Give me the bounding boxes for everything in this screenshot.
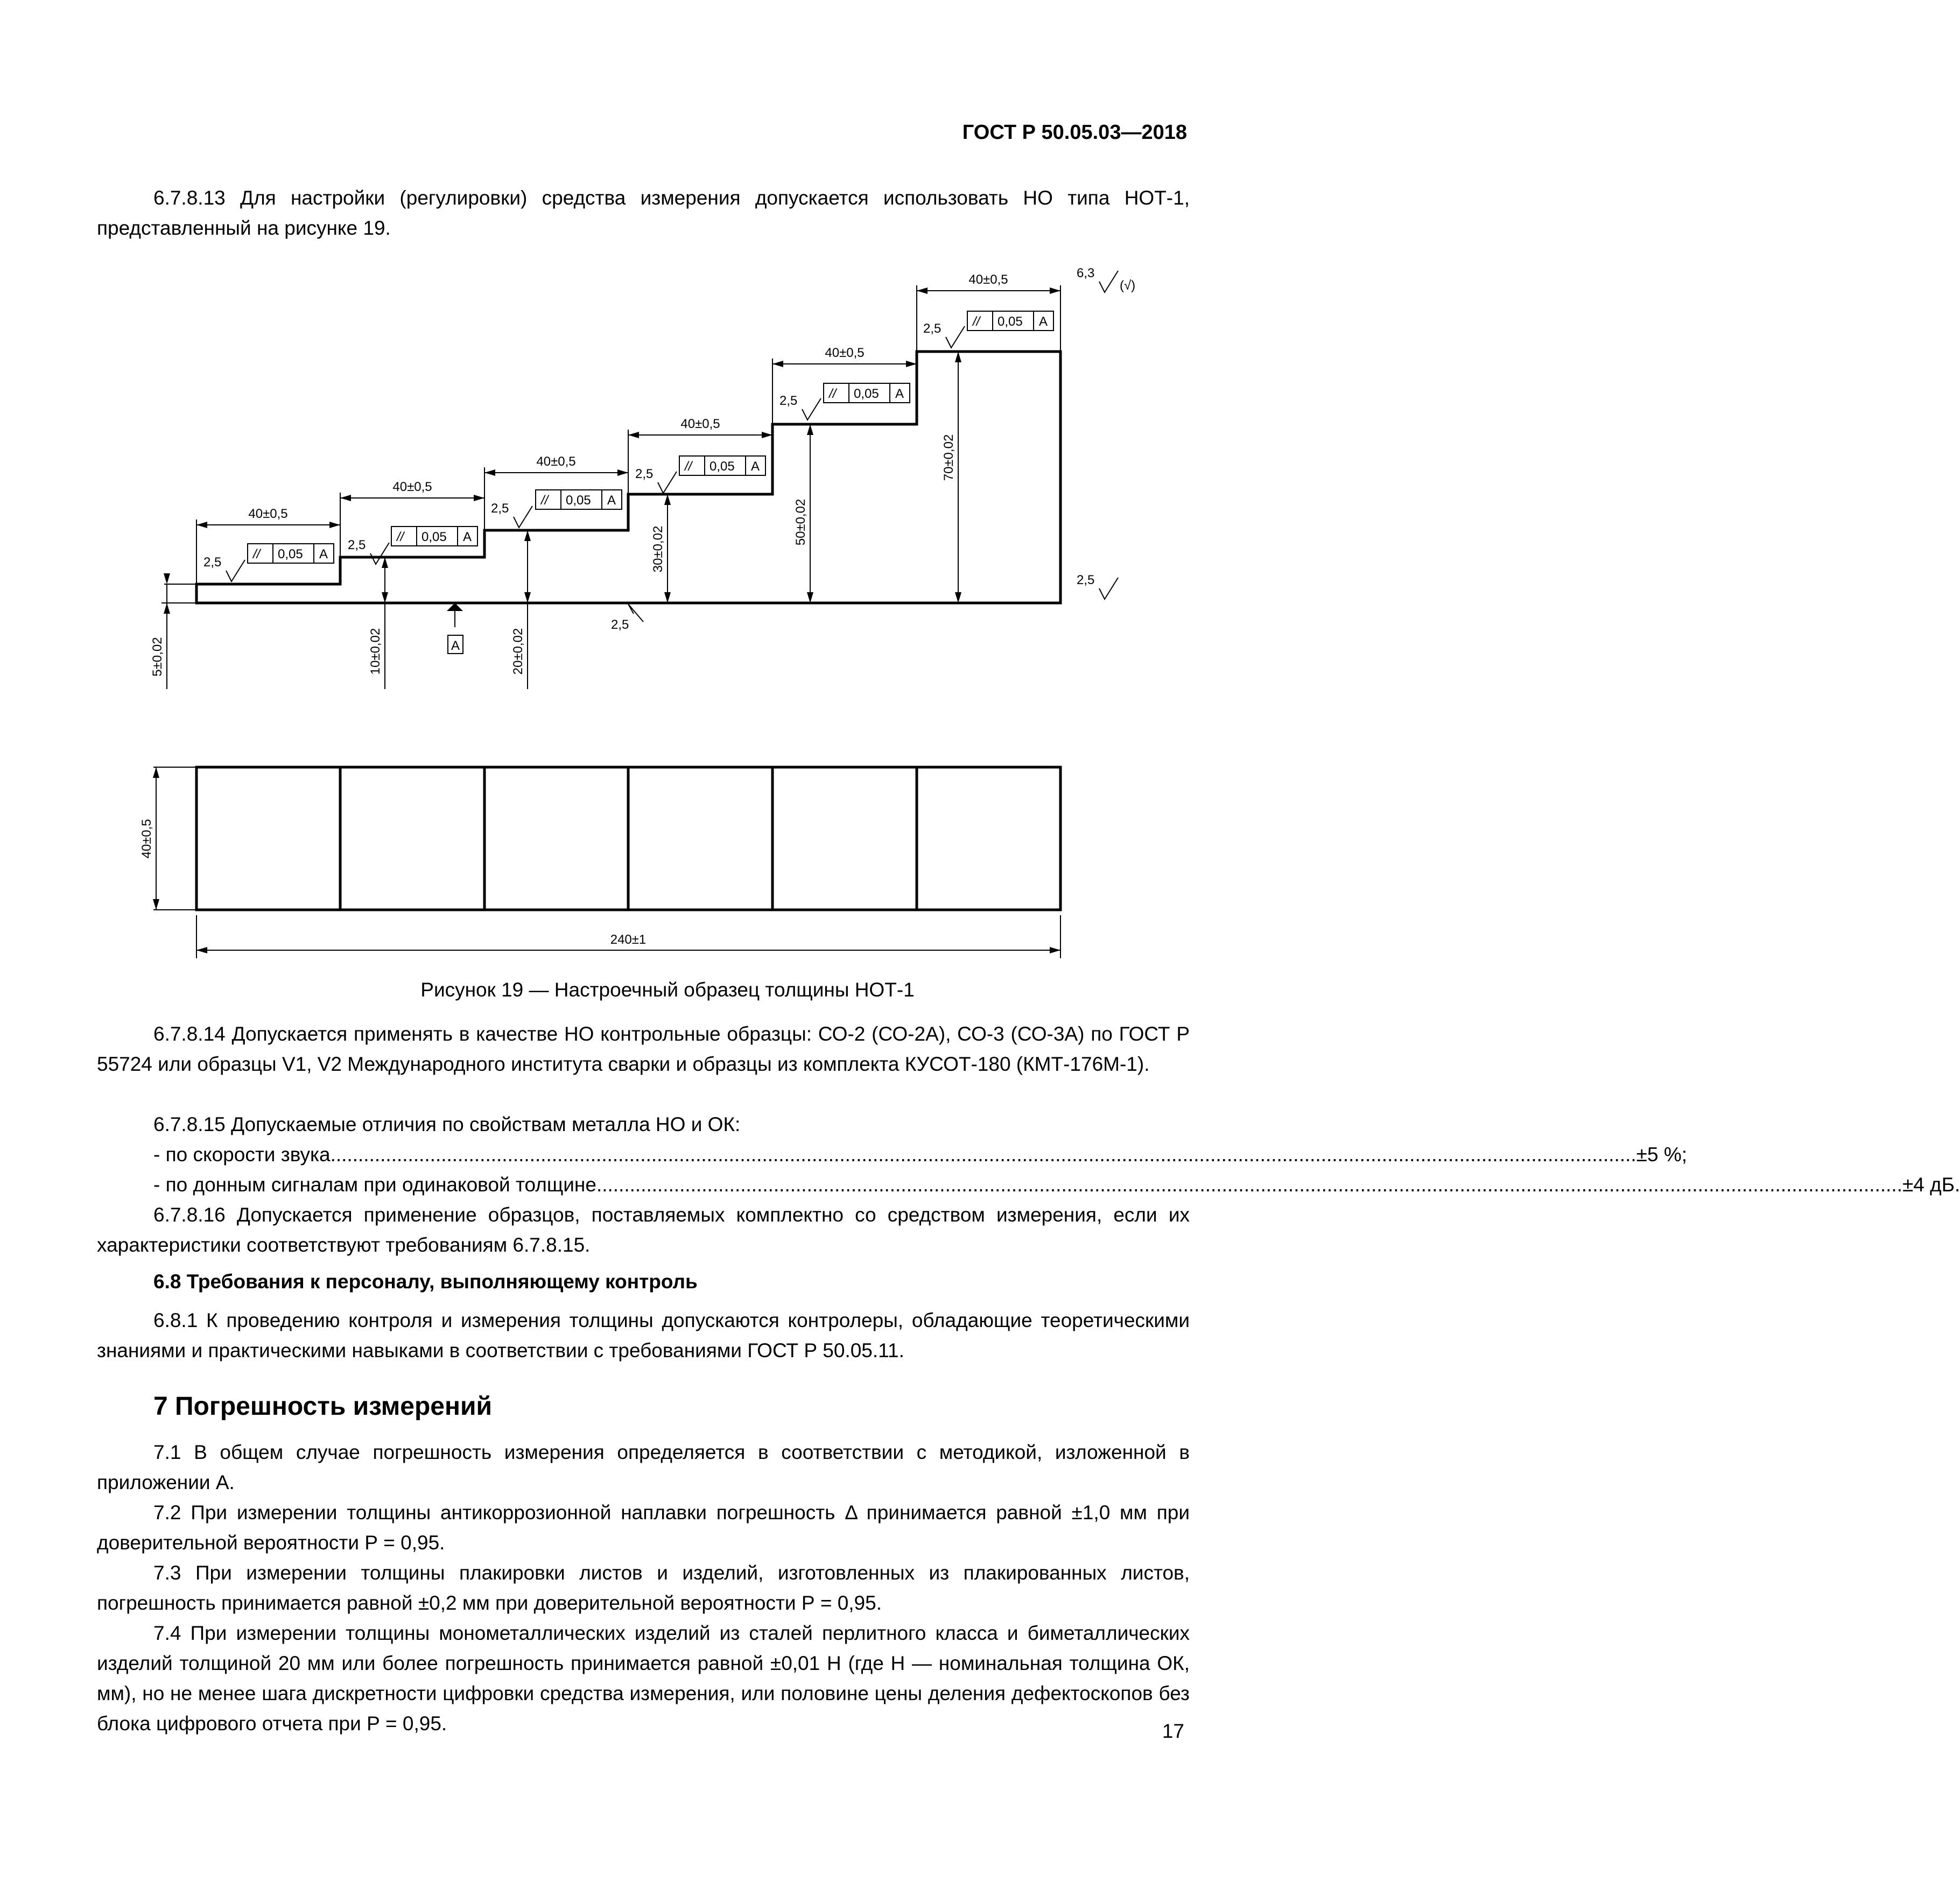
step4-width: 40±0,5	[680, 417, 720, 431]
step6-width: 40±0,5	[968, 272, 1008, 287]
step2-width: 40±0,5	[392, 480, 432, 494]
dim-20: 20±0,02	[511, 628, 525, 675]
tol-frame-6	[967, 311, 1053, 331]
dim-width: 40±0,5	[139, 819, 154, 859]
roughness-mark-right	[1077, 573, 1118, 599]
list-item: - по скорости звука ............................................................................................................................................................................................................................................ ±5 %;	[153, 1143, 1687, 1166]
svg-text://: //	[829, 387, 837, 401]
tolerance-frames	[248, 311, 1053, 563]
paragraph-7-4: 7.4 При измерении толщины монометаллических изделий из сталей перлитного класса и биметаллических изделий толщиной 20 мм или более погрешность принимается равной ±0,01 Н (где Н — номинальная толщина ОК, мм), но не менее шага дискретности цифровки средства измерения, или половине цены деления дефектоскопов без блока цифрового отчета при Р = 0,95.	[97, 1622, 1190, 1735]
svg-text://: //	[685, 459, 692, 474]
svg-text:A: A	[319, 547, 328, 562]
svg-text:2,5: 2,5	[635, 467, 654, 481]
tol-frame-4	[679, 456, 765, 475]
roughness-mark-5	[779, 394, 821, 420]
step3-width: 40±0,5	[536, 454, 576, 469]
step1-width: 40±0,5	[248, 507, 288, 521]
roughness-general	[1077, 266, 1135, 293]
roughness-marks	[203, 266, 1135, 632]
svg-text://: //	[253, 547, 261, 562]
svg-text:0,05: 0,05	[997, 314, 1023, 329]
dim-length: 240±1	[610, 932, 647, 947]
roughness-mark-2	[348, 538, 389, 564]
svg-text:0,05: 0,05	[709, 459, 735, 474]
svg-text:2,5: 2,5	[1077, 573, 1095, 587]
document-header: ГОСТ Р 50.05.03—2018	[962, 121, 1187, 144]
svg-text:A: A	[1039, 314, 1048, 329]
svg-text:2,5: 2,5	[923, 321, 942, 336]
step5-width: 40±0,5	[825, 346, 865, 360]
dim-30: 30±0,02	[651, 525, 665, 573]
svg-text:2,5: 2,5	[611, 617, 629, 632]
paragraph-7-3: 7.3 При измерении толщины плакировки листов и изделий, изготовленных из плакированных листов, погрешность принимается равной ±0,2 мм при доверительной вероятности Р = 0,95.	[97, 1562, 1190, 1614]
svg-text://: //	[973, 314, 980, 329]
paragraph-6-7-8-14: 6.7.8.14 Допускается применять в качестве НО контрольные образцы: СО-2 (СО-2А), СО-3 (СО-3А) по ГОСТ Р 55724 или образцы V1, V2 Международного института сварки и образцы из комплекта КУСОТ-180 (КМТ-176М-1).	[97, 1023, 1190, 1075]
svg-text:A: A	[751, 459, 760, 474]
chapter-7-heading: 7 Погрешность измерений	[153, 1392, 492, 1421]
page-number: 17	[1162, 1720, 1184, 1742]
svg-text:A: A	[607, 493, 616, 508]
paragraph-6-8-1: 6.8.1 К проведению контроля и измерения толщины допускаются контролеры, обладающие теоретическими знаниями и практическими навыками в соответствии с требованиями ГОСТ Р 50.05.11.	[97, 1309, 1190, 1361]
list-item: - по донным сигналам при одинаковой толщине ............................................................................................................................................................................................................................................ ±4 дБ.	[153, 1174, 1960, 1196]
figure-19-drawing	[0, 0, 1335, 947]
dim-50: 50±0,02	[793, 499, 808, 546]
roughness-mark-4	[635, 467, 677, 493]
datum-label: A	[451, 638, 460, 653]
dim-5: 5±0,02	[150, 637, 165, 677]
svg-text:A: A	[463, 530, 472, 544]
svg-text:0,05: 0,05	[854, 387, 879, 401]
svg-text:0,05: 0,05	[566, 493, 591, 508]
svg-text:2,5: 2,5	[491, 501, 509, 516]
paragraph-6-7-8-16: 6.7.8.16 Допускается применение образцов, поставляемых комплектно со средством измерения, если их характеристики соответствуют требованиям 6.7.8.15.	[97, 1204, 1190, 1256]
dim-70: 70±0,02	[942, 434, 956, 481]
top-view	[196, 767, 1060, 910]
svg-text:2,5: 2,5	[348, 538, 366, 552]
tol-frame-2	[391, 527, 477, 546]
paragraph-7-1: 7.1 В общем случае погрешность измерения определяется в соответствии с методикой, изложенной в приложении А.	[97, 1441, 1190, 1493]
section-6-8-heading: 6.8 Требования к персоналу, выполняющему контроль	[153, 1271, 698, 1293]
svg-text:6,3: 6,3	[1077, 266, 1095, 280]
dimension-lines	[153, 285, 1060, 958]
arrowheads	[153, 287, 1060, 953]
svg-text:A: A	[895, 387, 904, 401]
roughness-mark-6	[923, 321, 965, 348]
paragraph-7-2: 7.2 При измерении толщины антикоррозионной наплавки погрешность Δ принимается равной ±1,0 мм при доверительной вероятности Р = 0,95.	[97, 1501, 1190, 1554]
roughness-mark-1	[203, 555, 245, 581]
svg-text:2,5: 2,5	[203, 555, 222, 570]
svg-text://: //	[541, 493, 549, 508]
svg-text:0,05: 0,05	[278, 547, 303, 562]
tol-frame-1	[248, 544, 334, 563]
roughness-mark-3	[491, 501, 532, 528]
tol-frame-3	[536, 490, 622, 509]
paragraph-6-7-8-15: 6.7.8.15 Допускаемые отличия по свойствам металла НО и ОК:	[153, 1113, 741, 1135]
dim-10: 10±0,02	[368, 628, 383, 675]
svg-text:2,5: 2,5	[779, 394, 798, 408]
svg-text:(√): (√)	[1120, 278, 1136, 293]
svg-text:0,05: 0,05	[421, 530, 447, 544]
svg-text://: //	[397, 530, 404, 544]
tol-frame-5	[824, 383, 910, 403]
roughness-mark-bottom	[611, 604, 643, 632]
paragraph-6-7-8-13: 6.7.8.13 Для настройки (регулировки) средства измерения допускается использовать НО типа НОТ-1, представленный на рисунке 19.	[97, 187, 1190, 239]
figure-caption: Рисунок 19 — Настроечный образец толщины НОТ-1	[420, 979, 915, 1001]
